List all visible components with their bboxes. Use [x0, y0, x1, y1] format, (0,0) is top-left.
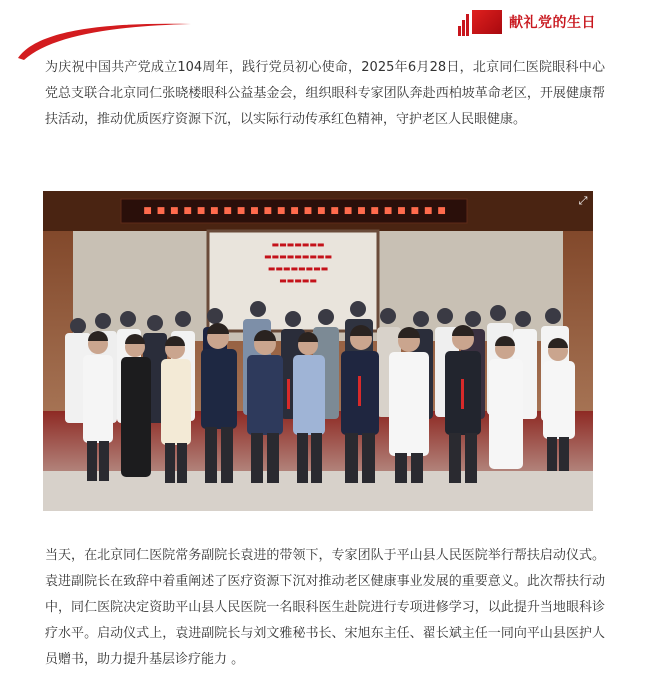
projection-screen: ▬▬▬▬▬▬▬ ▬▬▬▬▬▬▬▬▬ ▬▬▬▬▬▬▬▬ ▬▬▬▬▬ — [263, 240, 333, 285]
expand-icon[interactable]: ⤢ — [578, 194, 588, 207]
banner-title: 献礼党的生日 — [509, 15, 596, 31]
led-banner-scrolling-text: ■ ■ ■ ■ ■ ■ ■ ■ ■ ■ ■ ■ ■ ■ ■ ■ ■ ■ ■ ■ ■ ■ ■ — [143, 206, 447, 216]
bar-chart-icon — [458, 14, 470, 36]
article-paragraph-intro: 为庆祝中国共产党成立104周年，践行党员初心使命，2025年6月28日，北京同仁医院眼科中心党总支联合北京同仁张晓楼眼科公益基金会，组织眼科专家团队奔赴西柏坡革命老区，开展健康帮扶活动，推动优质医疗资源下沉，以实际行动传承红色精神，守护老区人民眼健康。 — [45, 60, 605, 127]
flag-icon — [472, 10, 502, 34]
article-paragraph-ceremony: 当天，在北京同仁医院常务副院长袁进的带领下，专家团队于平山县人民医院举行帮扶启动仪式。袁进副院长在致辞中着重阐述了医疗资源下沉对推动老区健康事业发展的重要意义。此次帮扶行动中，同仁医院决定资助平山县人民医院一名眼科医生赴院进行专项进修学习，以此提升当地眼科诊疗水平。启动仪式上，袁进副院长与刘文雅秘书长、宋旭东主任、翟长斌主任一同向平山县医护人员赠书，助力提升基层诊疗能力 。 — [45, 548, 605, 667]
event-group-photo[interactable] — [43, 191, 593, 511]
